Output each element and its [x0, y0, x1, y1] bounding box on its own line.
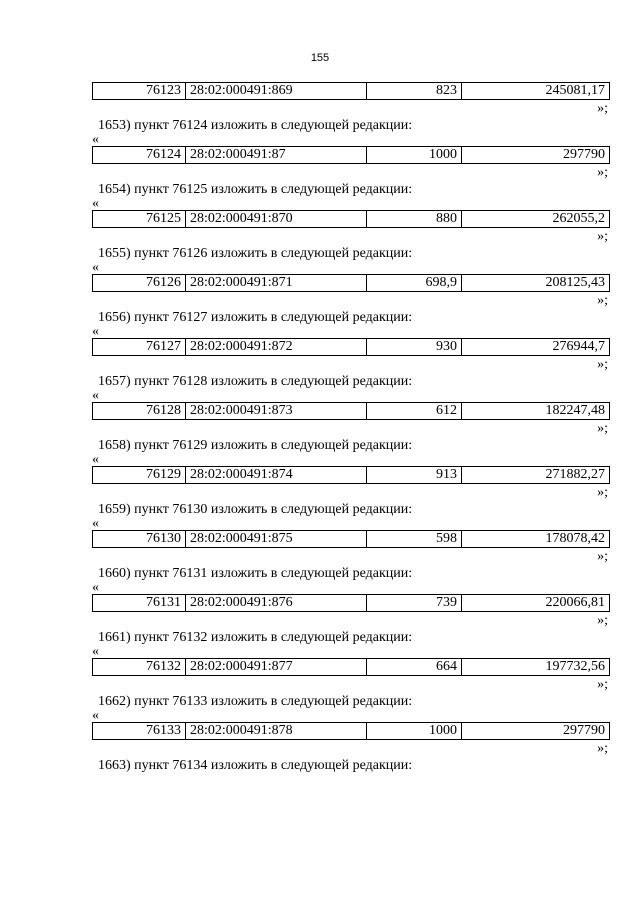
row-cadastral-number: 28:02:000491:87 — [186, 147, 367, 164]
table-row — [92, 402, 610, 420]
table-row — [92, 82, 610, 100]
row-area: 698,9 — [367, 275, 462, 292]
row-id: 76128 — [93, 403, 186, 420]
table-row — [92, 210, 610, 228]
row-area: 664 — [367, 659, 462, 676]
row-cadastral-number: 28:02:000491:873 — [186, 403, 367, 420]
row-cadastral-number: 28:02:000491:878 — [186, 723, 367, 740]
row-cadastral-number: 28:02:000491:875 — [186, 531, 367, 548]
row-id: 76125 — [93, 211, 186, 228]
row-value: 182247,48 — [462, 403, 610, 420]
row-value: 220066,81 — [462, 595, 610, 612]
row-area: 598 — [367, 531, 462, 548]
row-cadastral-number: 28:02:000491:869 — [186, 83, 367, 100]
closing-quote: »; — [597, 421, 608, 436]
row-area: 612 — [367, 403, 462, 420]
row-cadastral-number: 28:02:000491:872 — [186, 339, 367, 356]
closing-quote: »; — [597, 357, 608, 372]
row-value: 245081,17 — [462, 83, 610, 100]
opening-quote: « — [92, 260, 99, 275]
closing-quote: »; — [597, 293, 608, 308]
table-row — [92, 146, 610, 164]
closing-quote: »; — [597, 613, 608, 628]
amendment-instruction: 1659) пункт 76130 изложить в следующей редакции: — [98, 502, 413, 517]
row-area: 880 — [367, 211, 462, 228]
row-area: 913 — [367, 467, 462, 484]
row-cadastral-number: 28:02:000491:874 — [186, 467, 367, 484]
row-id: 76123 — [93, 83, 186, 100]
row-id: 76131 — [93, 595, 186, 612]
opening-quote: « — [92, 708, 99, 723]
amendment-instruction: 1653) пункт 76124 изложить в следующей редакции: — [98, 118, 413, 133]
table-row — [92, 658, 610, 676]
opening-quote: « — [92, 388, 99, 403]
row-value: 297790 — [462, 723, 610, 740]
closing-quote: »; — [597, 677, 608, 692]
row-id: 76124 — [93, 147, 186, 164]
row-area: 930 — [367, 339, 462, 356]
row-cadastral-number: 28:02:000491:876 — [186, 595, 367, 612]
row-cadastral-number: 28:02:000491:870 — [186, 211, 367, 228]
row-value: 208125,43 — [462, 275, 610, 292]
amendment-instruction: 1657) пункт 76128 изложить в следующей редакции: — [98, 374, 413, 389]
table-row — [92, 530, 610, 548]
table-row — [92, 338, 610, 356]
amendment-instruction: 1655) пункт 76126 изложить в следующей редакции: — [98, 246, 413, 261]
row-id: 76127 — [93, 339, 186, 356]
row-id: 76132 — [93, 659, 186, 676]
opening-quote: « — [92, 452, 99, 467]
opening-quote: « — [92, 516, 99, 531]
table-row — [92, 594, 610, 612]
row-id: 76130 — [93, 531, 186, 548]
opening-quote: « — [92, 644, 99, 659]
row-id: 76133 — [93, 723, 186, 740]
table-row — [92, 722, 610, 740]
document-body — [92, 82, 610, 774]
amendment-instruction: 1660) пункт 76131 изложить в следующей редакции: — [98, 566, 413, 581]
closing-quote: »; — [597, 549, 608, 564]
page-number: 155 — [310, 52, 330, 64]
row-id: 76126 — [93, 275, 186, 292]
table-row — [92, 466, 610, 484]
row-value: 262055,2 — [462, 211, 610, 228]
row-cadastral-number: 28:02:000491:871 — [186, 275, 367, 292]
row-value: 276944,7 — [462, 339, 610, 356]
row-area: 823 — [367, 83, 462, 100]
closing-quote: »; — [597, 741, 608, 756]
row-area: 1000 — [367, 147, 462, 164]
row-cadastral-number: 28:02:000491:877 — [186, 659, 367, 676]
opening-quote: « — [92, 580, 99, 595]
table-row — [92, 274, 610, 292]
amendment-instruction: 1656) пункт 76127 изложить в следующей редакции: — [98, 310, 413, 325]
closing-quote: »; — [597, 485, 608, 500]
row-value: 197732,56 — [462, 659, 610, 676]
row-id: 76129 — [93, 467, 186, 484]
row-value: 178078,42 — [462, 531, 610, 548]
opening-quote: « — [92, 196, 99, 211]
amendment-instruction: 1662) пункт 76133 изложить в следующей редакции: — [98, 694, 413, 709]
amendment-instruction: 1663) пункт 76134 изложить в следующей редакции: — [98, 758, 413, 773]
row-value: 271882,27 — [462, 467, 610, 484]
amendment-instruction: 1654) пункт 76125 изложить в следующей редакции: — [98, 182, 413, 197]
row-value: 297790 — [462, 147, 610, 164]
row-area: 1000 — [367, 723, 462, 740]
amendment-instruction: 1661) пункт 76132 изложить в следующей редакции: — [98, 630, 413, 645]
opening-quote: « — [92, 132, 99, 147]
row-area: 739 — [367, 595, 462, 612]
amendment-instruction: 1658) пункт 76129 изложить в следующей редакции: — [98, 438, 413, 453]
opening-quote: « — [92, 324, 99, 339]
closing-quote: »; — [597, 165, 608, 180]
closing-quote: »; — [597, 229, 608, 244]
amendment-blocks — [92, 117, 610, 757]
closing-quote: »; — [597, 101, 608, 116]
